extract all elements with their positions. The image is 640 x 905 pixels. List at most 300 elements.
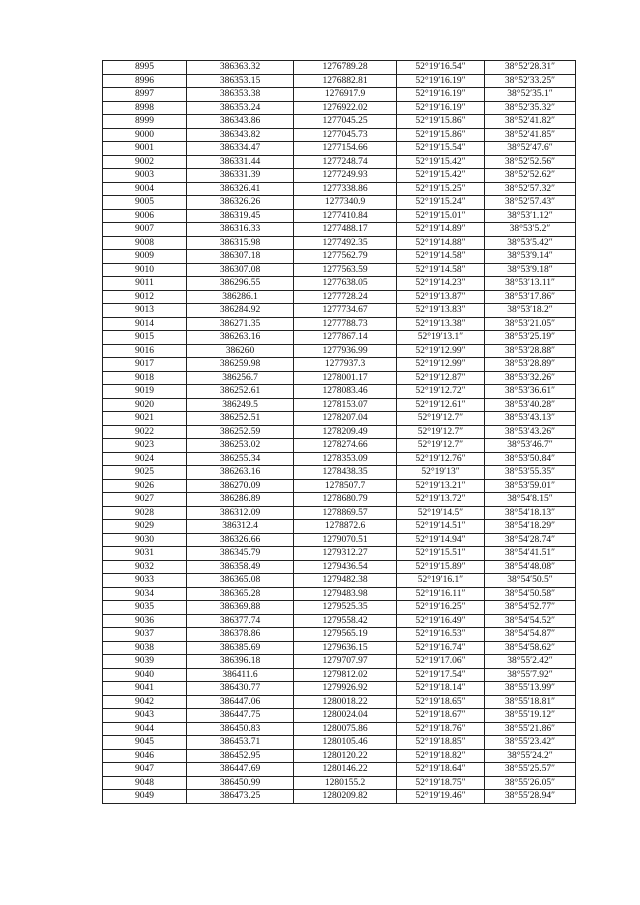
table-row [103, 749, 576, 763]
latitude-cell: 52°19′13.1″ [397, 331, 485, 345]
longitude-cell: 38°53′43.13″ [485, 412, 576, 426]
longitude-cell: 38°53′25.19″ [485, 331, 576, 345]
longitude-cell: 38°54′28.74″ [485, 533, 576, 547]
table-row [103, 425, 576, 439]
point-number-cell: 9027 [103, 493, 187, 507]
longitude-cell: 38°55′2.42″ [485, 655, 576, 669]
y-coordinate-cell: 1280018.22 [294, 695, 397, 709]
y-coordinate-cell: 1277563.59 [294, 263, 397, 277]
point-number-cell: 9044 [103, 722, 187, 736]
x-coordinate-cell: 386259.98 [187, 358, 294, 372]
table-row [103, 344, 576, 358]
y-coordinate-cell: 1277249.93 [294, 169, 397, 183]
longitude-cell: 38°55′24.2″ [485, 749, 576, 763]
longitude-cell: 38°52′57.43″ [485, 196, 576, 210]
y-coordinate-cell: 1277562.79 [294, 250, 397, 264]
y-coordinate-cell: 1279525.35 [294, 601, 397, 615]
latitude-cell: 52°19′18.75″ [397, 776, 485, 790]
table-row [103, 371, 576, 385]
longitude-cell: 38°53′5.2″ [485, 223, 576, 237]
y-coordinate-cell: 1277045.73 [294, 128, 397, 142]
point-number-cell: 9019 [103, 385, 187, 399]
x-coordinate-cell: 386252.61 [187, 385, 294, 399]
table-row [103, 479, 576, 493]
x-coordinate-cell: 386249.5 [187, 398, 294, 412]
table-row [103, 236, 576, 250]
table-row [103, 493, 576, 507]
y-coordinate-cell: 1280120.22 [294, 749, 397, 763]
y-coordinate-cell: 1279483.98 [294, 587, 397, 601]
latitude-cell: 52°19′12.99″ [397, 358, 485, 372]
y-coordinate-cell: 1278209.49 [294, 425, 397, 439]
longitude-cell: 38°53′36.61″ [485, 385, 576, 399]
y-coordinate-cell: 1280105.46 [294, 736, 397, 750]
point-number-cell: 9046 [103, 749, 187, 763]
y-coordinate-cell: 1280075.86 [294, 722, 397, 736]
point-number-cell: 9029 [103, 520, 187, 534]
y-coordinate-cell: 1280155.2 [294, 776, 397, 790]
longitude-cell: 38°53′18.2″ [485, 304, 576, 318]
latitude-cell: 52°19′16.74″ [397, 641, 485, 655]
point-number-cell: 9030 [103, 533, 187, 547]
longitude-cell: 38°55′25.57″ [485, 763, 576, 777]
latitude-cell: 52°19′18.14″ [397, 682, 485, 696]
point-number-cell: 9047 [103, 763, 187, 777]
table-row [103, 101, 576, 115]
x-coordinate-cell: 386331.39 [187, 169, 294, 183]
table-row [103, 223, 576, 237]
latitude-cell: 52°19′15.89″ [397, 560, 485, 574]
y-coordinate-cell: 1278207.04 [294, 412, 397, 426]
x-coordinate-cell: 386385.69 [187, 641, 294, 655]
point-number-cell: 9005 [103, 196, 187, 210]
longitude-cell: 38°54′41.51″ [485, 547, 576, 561]
point-number-cell: 9035 [103, 601, 187, 615]
x-coordinate-cell: 386315.98 [187, 236, 294, 250]
y-coordinate-cell: 1277867.14 [294, 331, 397, 345]
point-number-cell: 9023 [103, 439, 187, 453]
latitude-cell: 52°19′12.87″ [397, 371, 485, 385]
latitude-cell: 52°19′18.64″ [397, 763, 485, 777]
table-row [103, 142, 576, 156]
x-coordinate-cell: 386312.09 [187, 506, 294, 520]
latitude-cell: 52°19′16.54″ [397, 61, 485, 75]
longitude-cell: 38°54′18.13″ [485, 506, 576, 520]
longitude-cell: 38°53′1.12″ [485, 209, 576, 223]
y-coordinate-cell: 1277410.84 [294, 209, 397, 223]
coordinates-table [102, 60, 576, 804]
longitude-cell: 38°55′23.42″ [485, 736, 576, 750]
table-row [103, 88, 576, 102]
table-row [103, 736, 576, 750]
table-row [103, 155, 576, 169]
longitude-cell: 38°54′8.15″ [485, 493, 576, 507]
latitude-cell: 52°19′18.76″ [397, 722, 485, 736]
latitude-cell: 52°19′16.19″ [397, 101, 485, 115]
point-number-cell: 9021 [103, 412, 187, 426]
x-coordinate-cell: 386271.35 [187, 317, 294, 331]
point-number-cell: 9043 [103, 709, 187, 723]
longitude-cell: 38°54′54.87″ [485, 628, 576, 642]
x-coordinate-cell: 386369.88 [187, 601, 294, 615]
table-row [103, 695, 576, 709]
longitude-cell: 38°53′13.11″ [485, 277, 576, 291]
point-number-cell: 9016 [103, 344, 187, 358]
table-row [103, 398, 576, 412]
point-number-cell: 9004 [103, 182, 187, 196]
longitude-cell: 38°55′28.94″ [485, 790, 576, 804]
x-coordinate-cell: 386307.18 [187, 250, 294, 264]
point-number-cell: 9012 [103, 290, 187, 304]
longitude-cell: 38°53′32.26″ [485, 371, 576, 385]
latitude-cell: 52°19′18.65″ [397, 695, 485, 709]
y-coordinate-cell: 1277936.99 [294, 344, 397, 358]
x-coordinate-cell: 386358.49 [187, 560, 294, 574]
longitude-cell: 38°54′54.52″ [485, 614, 576, 628]
longitude-cell: 38°53′50.84″ [485, 452, 576, 466]
longitude-cell: 38°52′28.31″ [485, 61, 576, 75]
x-coordinate-cell: 386263.16 [187, 331, 294, 345]
longitude-cell: 38°55′21.86″ [485, 722, 576, 736]
table-row [103, 560, 576, 574]
latitude-cell: 52°19′15.24″ [397, 196, 485, 210]
x-coordinate-cell: 386363.32 [187, 61, 294, 75]
point-number-cell: 9011 [103, 277, 187, 291]
latitude-cell: 52°19′18.85″ [397, 736, 485, 750]
x-coordinate-cell: 386365.28 [187, 587, 294, 601]
longitude-cell: 38°53′28.88″ [485, 344, 576, 358]
table-row [103, 331, 576, 345]
latitude-cell: 52°19′16.25″ [397, 601, 485, 615]
point-number-cell: 9010 [103, 263, 187, 277]
x-coordinate-cell: 386343.86 [187, 115, 294, 129]
x-coordinate-cell: 386286.89 [187, 493, 294, 507]
y-coordinate-cell: 1279436.54 [294, 560, 397, 574]
table-row [103, 74, 576, 88]
y-coordinate-cell: 1276882.81 [294, 74, 397, 88]
y-coordinate-cell: 1278872.6 [294, 520, 397, 534]
table-row [103, 533, 576, 547]
x-coordinate-cell: 386286.1 [187, 290, 294, 304]
longitude-cell: 38°53′46.7″ [485, 439, 576, 453]
y-coordinate-cell: 1278353.09 [294, 452, 397, 466]
table-row [103, 709, 576, 723]
y-coordinate-cell: 1279926.92 [294, 682, 397, 696]
table-row [103, 209, 576, 223]
longitude-cell: 38°55′19.12″ [485, 709, 576, 723]
x-coordinate-cell: 386365.08 [187, 574, 294, 588]
table-row [103, 358, 576, 372]
x-coordinate-cell: 386326.41 [187, 182, 294, 196]
longitude-cell: 38°53′28.89″ [485, 358, 576, 372]
x-coordinate-cell: 386326.26 [187, 196, 294, 210]
latitude-cell: 52°19′15.54″ [397, 142, 485, 156]
table-row [103, 196, 576, 210]
longitude-cell: 38°53′21.05″ [485, 317, 576, 331]
latitude-cell: 52°19′15.42″ [397, 169, 485, 183]
x-coordinate-cell: 386450.99 [187, 776, 294, 790]
table-row [103, 574, 576, 588]
table-row [103, 250, 576, 264]
point-number-cell: 8995 [103, 61, 187, 75]
table-row [103, 614, 576, 628]
table-row [103, 182, 576, 196]
point-number-cell: 9003 [103, 169, 187, 183]
point-number-cell: 8999 [103, 115, 187, 129]
latitude-cell: 52°19′15.51″ [397, 547, 485, 561]
longitude-cell: 38°52′41.85″ [485, 128, 576, 142]
point-number-cell: 9015 [103, 331, 187, 345]
longitude-cell: 38°55′18.81″ [485, 695, 576, 709]
latitude-cell: 52°19′17.54″ [397, 668, 485, 682]
table-row [103, 439, 576, 453]
table-row [103, 128, 576, 142]
point-number-cell: 9020 [103, 398, 187, 412]
table-row [103, 668, 576, 682]
y-coordinate-cell: 1277788.73 [294, 317, 397, 331]
longitude-cell: 38°53′40.28″ [485, 398, 576, 412]
x-coordinate-cell: 386447.75 [187, 709, 294, 723]
table-row [103, 790, 576, 804]
longitude-cell: 38°52′57.32″ [485, 182, 576, 196]
point-number-cell: 8997 [103, 88, 187, 102]
point-number-cell: 9000 [103, 128, 187, 142]
latitude-cell: 52°19′13.38″ [397, 317, 485, 331]
latitude-cell: 52°19′16.1″ [397, 574, 485, 588]
y-coordinate-cell: 1277338.86 [294, 182, 397, 196]
point-number-cell: 9037 [103, 628, 187, 642]
table-row [103, 317, 576, 331]
y-coordinate-cell: 1278274.66 [294, 439, 397, 453]
x-coordinate-cell: 386343.82 [187, 128, 294, 142]
table-row [103, 655, 576, 669]
longitude-cell: 38°55′13.99″ [485, 682, 576, 696]
y-coordinate-cell: 1279707.97 [294, 655, 397, 669]
table-row [103, 520, 576, 534]
longitude-cell: 38°52′35.32″ [485, 101, 576, 115]
latitude-cell: 52°19′16.11″ [397, 587, 485, 601]
table-row [103, 722, 576, 736]
point-number-cell: 9033 [103, 574, 187, 588]
y-coordinate-cell: 1279558.42 [294, 614, 397, 628]
y-coordinate-cell: 1277492.35 [294, 236, 397, 250]
longitude-cell: 38°52′41.82″ [485, 115, 576, 129]
point-number-cell: 9018 [103, 371, 187, 385]
x-coordinate-cell: 386255.34 [187, 452, 294, 466]
latitude-cell: 52°19′12.99″ [397, 344, 485, 358]
latitude-cell: 52°19′14.23″ [397, 277, 485, 291]
point-number-cell: 9006 [103, 209, 187, 223]
x-coordinate-cell: 386447.06 [187, 695, 294, 709]
latitude-cell: 52°19′12.72″ [397, 385, 485, 399]
point-number-cell: 9024 [103, 452, 187, 466]
y-coordinate-cell: 1277340.9 [294, 196, 397, 210]
table-row [103, 169, 576, 183]
table-row [103, 682, 576, 696]
longitude-cell: 38°54′50.58″ [485, 587, 576, 601]
point-number-cell: 9042 [103, 695, 187, 709]
x-coordinate-cell: 386447.69 [187, 763, 294, 777]
table-row [103, 466, 576, 480]
table-row [103, 601, 576, 615]
longitude-cell: 38°52′33.25″ [485, 74, 576, 88]
latitude-cell: 52°19′16.53″ [397, 628, 485, 642]
table-row [103, 412, 576, 426]
point-number-cell: 9001 [103, 142, 187, 156]
y-coordinate-cell: 1277248.74 [294, 155, 397, 169]
point-number-cell: 9048 [103, 776, 187, 790]
table-row [103, 263, 576, 277]
x-coordinate-cell: 386270.09 [187, 479, 294, 493]
x-coordinate-cell: 386252.51 [187, 412, 294, 426]
table-row [103, 115, 576, 129]
longitude-cell: 38°52′52.56″ [485, 155, 576, 169]
latitude-cell: 52°19′14.5″ [397, 506, 485, 520]
y-coordinate-cell: 1278507.7 [294, 479, 397, 493]
y-coordinate-cell: 1277638.05 [294, 277, 397, 291]
x-coordinate-cell: 386331.44 [187, 155, 294, 169]
y-coordinate-cell: 1277154.66 [294, 142, 397, 156]
x-coordinate-cell: 386256.7 [187, 371, 294, 385]
latitude-cell: 52°19′12.7″ [397, 425, 485, 439]
table-row [103, 506, 576, 520]
y-coordinate-cell: 1279636.15 [294, 641, 397, 655]
latitude-cell: 52°19′15.86″ [397, 128, 485, 142]
longitude-cell: 38°53′17.86″ [485, 290, 576, 304]
latitude-cell: 52°19′15.42″ [397, 155, 485, 169]
longitude-cell: 38°52′47.6″ [485, 142, 576, 156]
latitude-cell: 52°19′12.61″ [397, 398, 485, 412]
longitude-cell: 38°54′48.08″ [485, 560, 576, 574]
table-row [103, 304, 576, 318]
x-coordinate-cell: 386312.4 [187, 520, 294, 534]
table-row [103, 763, 576, 777]
latitude-cell: 52°19′14.58″ [397, 250, 485, 264]
latitude-cell: 52°19′16.19″ [397, 74, 485, 88]
x-coordinate-cell: 386252.59 [187, 425, 294, 439]
y-coordinate-cell: 1279312.27 [294, 547, 397, 561]
y-coordinate-cell: 1277045.25 [294, 115, 397, 129]
point-number-cell: 9022 [103, 425, 187, 439]
x-coordinate-cell: 386260 [187, 344, 294, 358]
latitude-cell: 52°19′12.7″ [397, 412, 485, 426]
x-coordinate-cell: 386450.83 [187, 722, 294, 736]
longitude-cell: 38°54′18.29″ [485, 520, 576, 534]
longitude-cell: 38°54′50.5″ [485, 574, 576, 588]
longitude-cell: 38°55′7.92″ [485, 668, 576, 682]
point-number-cell: 9013 [103, 304, 187, 318]
x-coordinate-cell: 386411.6 [187, 668, 294, 682]
longitude-cell: 38°53′9.14″ [485, 250, 576, 264]
x-coordinate-cell: 386353.24 [187, 101, 294, 115]
x-coordinate-cell: 386316.33 [187, 223, 294, 237]
point-number-cell: 9025 [103, 466, 187, 480]
latitude-cell: 52°19′14.58″ [397, 263, 485, 277]
y-coordinate-cell: 1279070.51 [294, 533, 397, 547]
x-coordinate-cell: 386453.71 [187, 736, 294, 750]
latitude-cell: 52°19′18.82″ [397, 749, 485, 763]
point-number-cell: 9014 [103, 317, 187, 331]
longitude-cell: 38°52′52.62″ [485, 169, 576, 183]
x-coordinate-cell: 386353.15 [187, 74, 294, 88]
latitude-cell: 52°19′13.87″ [397, 290, 485, 304]
y-coordinate-cell: 1279565.19 [294, 628, 397, 642]
longitude-cell: 38°52′35.1″ [485, 88, 576, 102]
x-coordinate-cell: 386253.02 [187, 439, 294, 453]
table-row [103, 628, 576, 642]
latitude-cell: 52°19′13″ [397, 466, 485, 480]
point-number-cell: 9009 [103, 250, 187, 264]
latitude-cell: 52°19′15.01″ [397, 209, 485, 223]
x-coordinate-cell: 386334.47 [187, 142, 294, 156]
coordinates-table-body [103, 61, 576, 804]
y-coordinate-cell: 1278001.17 [294, 371, 397, 385]
x-coordinate-cell: 386430.77 [187, 682, 294, 696]
longitude-cell: 38°54′52.77″ [485, 601, 576, 615]
latitude-cell: 52°19′13.72″ [397, 493, 485, 507]
point-number-cell: 9017 [103, 358, 187, 372]
y-coordinate-cell: 1277734.67 [294, 304, 397, 318]
point-number-cell: 9038 [103, 641, 187, 655]
table-row [103, 277, 576, 291]
point-number-cell: 9039 [103, 655, 187, 669]
latitude-cell: 52°19′13.21″ [397, 479, 485, 493]
point-number-cell: 9031 [103, 547, 187, 561]
latitude-cell: 52°19′14.51″ [397, 520, 485, 534]
latitude-cell: 52°19′12.7″ [397, 439, 485, 453]
longitude-cell: 38°53′9.18″ [485, 263, 576, 277]
latitude-cell: 52°19′16.19″ [397, 88, 485, 102]
longitude-cell: 38°53′55.35″ [485, 466, 576, 480]
table-row [103, 452, 576, 466]
table-row [103, 61, 576, 75]
latitude-cell: 52°19′15.86″ [397, 115, 485, 129]
x-coordinate-cell: 386263.16 [187, 466, 294, 480]
point-number-cell: 9032 [103, 560, 187, 574]
x-coordinate-cell: 386296.55 [187, 277, 294, 291]
latitude-cell: 52°19′18.67″ [397, 709, 485, 723]
x-coordinate-cell: 386377.74 [187, 614, 294, 628]
x-coordinate-cell: 386307.08 [187, 263, 294, 277]
latitude-cell: 52°19′12.76″ [397, 452, 485, 466]
y-coordinate-cell: 1277488.17 [294, 223, 397, 237]
point-number-cell: 9026 [103, 479, 187, 493]
point-number-cell: 9008 [103, 236, 187, 250]
x-coordinate-cell: 386284.92 [187, 304, 294, 318]
point-number-cell: 9041 [103, 682, 187, 696]
y-coordinate-cell: 1280146.22 [294, 763, 397, 777]
longitude-cell: 38°53′59.01″ [485, 479, 576, 493]
latitude-cell: 52°19′17.06″ [397, 655, 485, 669]
table-row [103, 641, 576, 655]
y-coordinate-cell: 1276789.28 [294, 61, 397, 75]
x-coordinate-cell: 386345.79 [187, 547, 294, 561]
point-number-cell: 9007 [103, 223, 187, 237]
y-coordinate-cell: 1280209.82 [294, 790, 397, 804]
x-coordinate-cell: 386326.66 [187, 533, 294, 547]
y-coordinate-cell: 1277728.24 [294, 290, 397, 304]
latitude-cell: 52°19′14.88″ [397, 236, 485, 250]
point-number-cell: 9040 [103, 668, 187, 682]
latitude-cell: 52°19′13.83″ [397, 304, 485, 318]
longitude-cell: 38°55′26.05″ [485, 776, 576, 790]
y-coordinate-cell: 1279812.02 [294, 668, 397, 682]
longitude-cell: 38°53′5.42″ [485, 236, 576, 250]
y-coordinate-cell: 1278438.35 [294, 466, 397, 480]
latitude-cell: 52°19′15.25″ [397, 182, 485, 196]
x-coordinate-cell: 386378.86 [187, 628, 294, 642]
latitude-cell: 52°19′14.89″ [397, 223, 485, 237]
